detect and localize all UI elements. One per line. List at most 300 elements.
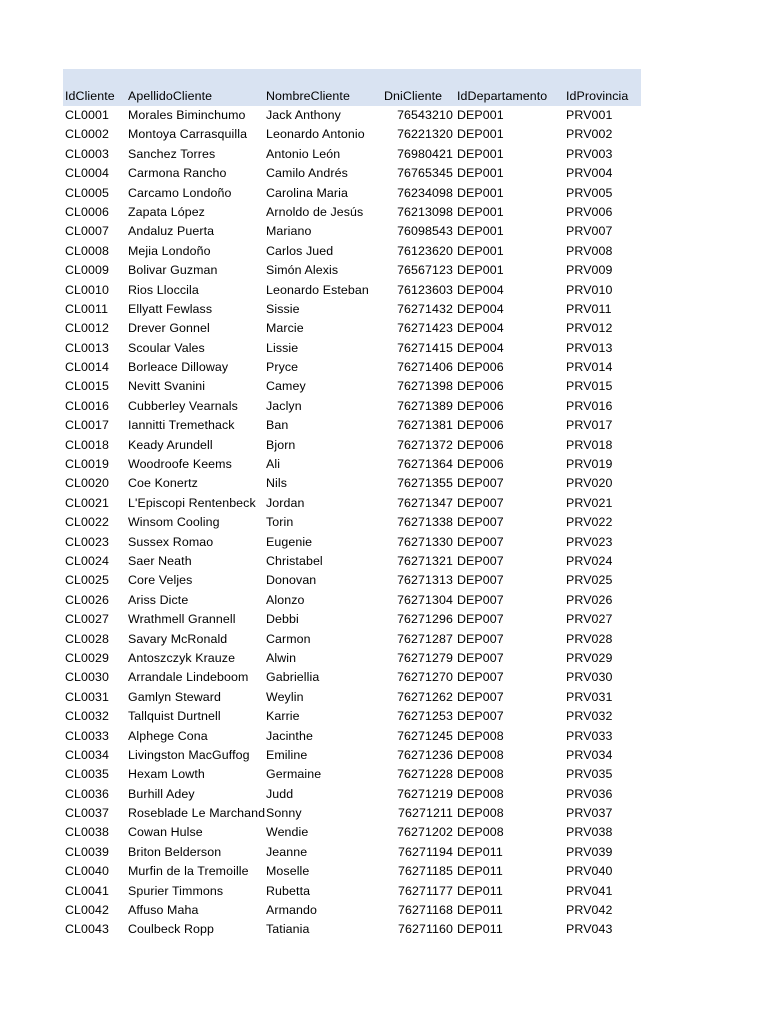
cell-idcliente: CL0040 [65,864,110,879]
cell-idprovincia: PRV027 [566,612,613,627]
cell-nombrecliente: Arnoldo de Jesús [266,204,364,219]
cell-apellidocliente: Coe Konertz [128,476,198,491]
cell-iddepartamento: DEP007 [457,670,504,685]
cell-idcliente: CL0030 [65,670,110,685]
cell-apellidocliente: Affuso Maha [128,903,199,918]
cell-nombrecliente: Simón Alexis [266,263,339,278]
table-row [63,823,641,842]
cell-iddepartamento: DEP001 [457,146,504,161]
cell-nombrecliente: Donovan [266,573,317,588]
cell-iddepartamento: DEP007 [457,592,504,607]
cell-idcliente: CL0007 [65,224,110,239]
cell-apellidocliente: Bolivar Guzman [128,263,218,278]
cell-apellidocliente: Alphege Cona [128,728,208,743]
cell-idprovincia: PRV002 [566,127,613,142]
cell-idcliente: CL0031 [65,689,110,704]
cell-nombrecliente: Torin [266,515,294,530]
table-row [63,649,641,668]
cell-dnicliente: 76234098 [397,185,453,200]
cell-nombrecliente: Debbi [266,612,299,627]
cell-idcliente: CL0004 [65,166,110,181]
cell-nombrecliente: Wendie [266,825,309,840]
cell-iddepartamento: DEP007 [457,709,504,724]
cell-apellidocliente: Sanchez Torres [128,146,216,161]
cell-idprovincia: PRV015 [566,379,613,394]
cell-nombrecliente: Antonio León [266,146,341,161]
cell-idcliente: CL0009 [65,263,110,278]
table-row [63,804,641,823]
cell-iddepartamento: DEP001 [457,127,504,142]
table-body [63,106,641,940]
cell-nombrecliente: Alonzo [266,592,305,607]
cell-idprovincia: PRV022 [566,515,613,530]
cell-nombrecliente: Leonardo Antonio [266,127,365,142]
cell-nombrecliente: Alwin [266,650,297,665]
cell-idprovincia: PRV040 [566,864,613,879]
cell-idcliente: CL0035 [65,767,110,782]
cell-iddepartamento: DEP006 [457,418,504,433]
cell-nombrecliente: Lissie [266,340,299,355]
cell-idprovincia: PRV013 [566,340,613,355]
cell-dnicliente: 76271270 [397,670,453,685]
cell-iddepartamento: DEP008 [457,767,504,782]
cell-idcliente: CL0028 [65,631,110,646]
table-row [63,106,641,125]
cell-idprovincia: PRV023 [566,534,613,549]
cell-dnicliente: 76271347 [397,495,453,510]
cell-dnicliente: 76123603 [397,282,453,297]
cell-nombrecliente: Karrie [266,709,300,724]
cell-idcliente: CL0002 [65,127,110,142]
header-idcliente: IdCliente [65,89,115,103]
cell-nombrecliente: Judd [266,786,294,801]
cell-apellidocliente: Core Veljes [128,573,193,588]
cell-idcliente: CL0033 [65,728,110,743]
table-row [63,339,641,358]
cell-iddepartamento: DEP006 [457,457,504,472]
cell-idprovincia: PRV011 [566,301,612,316]
cell-nombrecliente: Marcie [266,321,304,336]
cell-idcliente: CL0021 [65,495,110,510]
cell-iddepartamento: DEP008 [457,728,504,743]
table-row [63,862,641,881]
cell-dnicliente: 76271355 [397,476,453,491]
table-row [63,630,641,649]
table-row [63,610,641,629]
table-row [63,203,641,222]
cell-iddepartamento: DEP008 [457,786,504,801]
cell-dnicliente: 76765345 [397,166,453,181]
cell-idcliente: CL0041 [65,883,110,898]
table-row [63,591,641,610]
cell-idprovincia: PRV005 [566,185,613,200]
cell-apellidocliente: Woodroofe Keems [128,457,232,472]
cell-idprovincia: PRV038 [566,825,613,840]
cell-idprovincia: PRV014 [566,360,613,375]
cell-iddepartamento: DEP007 [457,476,504,491]
cell-nombrecliente: Carmon [266,631,311,646]
cell-apellidocliente: Spurier Timmons [128,883,224,898]
cell-nombrecliente: Mariano [266,224,312,239]
cell-dnicliente: 76271194 [397,844,453,859]
cell-iddepartamento: DEP001 [457,263,504,278]
cell-iddepartamento: DEP001 [457,166,504,181]
cell-apellidocliente: Murfin de la Tremoille [128,864,249,879]
cell-idcliente: CL0043 [65,922,110,937]
table-row [63,494,641,513]
cell-dnicliente: 76271313 [397,573,453,588]
cell-idprovincia: PRV024 [566,553,613,568]
table-row [63,242,641,261]
cell-iddepartamento: DEP007 [457,650,504,665]
cell-apellidocliente: Borleace Dilloway [128,360,229,375]
table-row [63,513,641,532]
cell-idprovincia: PRV019 [566,457,613,472]
cell-dnicliente: 76271287 [397,631,453,646]
table-row [63,261,641,280]
cell-dnicliente: 76980421 [397,146,453,161]
cell-iddepartamento: DEP001 [457,204,504,219]
cell-idcliente: CL0003 [65,146,110,161]
cell-nombrecliente: Emiline [266,747,308,762]
table-row [63,843,641,862]
table-row [63,571,641,590]
cell-iddepartamento: DEP007 [457,534,504,549]
cell-apellidocliente: Arrandale Lindeboom [128,670,249,685]
cell-idprovincia: PRV009 [566,263,613,278]
cell-apellidocliente: Rios Lloccila [128,282,199,297]
cell-iddepartamento: DEP004 [457,282,504,297]
cell-idprovincia: PRV003 [566,146,613,161]
cell-apellidocliente: Mejia Londoño [128,243,211,258]
cell-dnicliente: 76271321 [397,553,453,568]
cell-apellidocliente: Savary McRonald [128,631,228,646]
cell-idcliente: CL0014 [65,360,110,375]
cell-idprovincia: PRV020 [566,476,613,491]
cell-iddepartamento: DEP001 [457,243,504,258]
table-row [63,397,641,416]
cell-idcliente: CL0032 [65,709,110,724]
cell-dnicliente: 76271381 [397,418,453,433]
cell-dnicliente: 76221320 [397,127,453,142]
cell-iddepartamento: DEP007 [457,573,504,588]
cell-idprovincia: PRV041 [566,883,613,898]
table-header [63,69,641,106]
cell-idcliente: CL0012 [65,321,110,336]
cell-iddepartamento: DEP001 [457,224,504,239]
cell-apellidocliente: Carcamo Londoño [128,185,232,200]
cell-apellidocliente: Keady Arundell [128,437,213,452]
table-row [63,377,641,396]
table-row [63,533,641,552]
cell-idcliente: CL0024 [65,553,110,568]
cell-dnicliente: 76271296 [397,612,453,627]
cell-apellidocliente: Carmona Rancho [128,166,227,181]
cell-dnicliente: 76271279 [397,650,453,665]
cell-iddepartamento: DEP007 [457,495,504,510]
table-row [63,184,641,203]
cell-idcliente: CL0016 [65,398,110,413]
cell-apellidocliente: Cowan Hulse [128,825,203,840]
cell-dnicliente: 76271177 [397,883,453,898]
cell-nombrecliente: Ali [266,457,281,472]
cell-iddepartamento: DEP004 [457,301,504,316]
table-row [63,765,641,784]
table-row [63,688,641,707]
cell-apellidocliente: Coulbeck Ropp [128,922,215,937]
cell-apellidocliente: Roseblade Le Marchand [128,806,266,821]
cell-nombrecliente: Nils [266,476,288,491]
table-row [63,727,641,746]
cell-dnicliente: 76271304 [397,592,453,607]
cell-iddepartamento: DEP007 [457,631,504,646]
cell-apellidocliente: L'Episcopi Rentenbeck [128,495,256,510]
cell-iddepartamento: DEP007 [457,689,504,704]
cell-apellidocliente: Ellyatt Fewlass [128,301,213,316]
cell-idcliente: CL0019 [65,457,110,472]
cell-apellidocliente: Montoya Carrasquilla [128,127,248,142]
table-row [63,164,641,183]
cell-idcliente: CL0036 [65,786,110,801]
cell-apellidocliente: Ariss Dicte [128,592,189,607]
cell-apellidocliente: Tallquist Durtnell [128,709,221,724]
cell-apellidocliente: Burhill Adey [128,786,195,801]
cell-idprovincia: PRV012 [566,321,613,336]
cell-idprovincia: PRV025 [566,573,613,588]
cell-iddepartamento: DEP007 [457,515,504,530]
cell-iddepartamento: DEP011 [457,903,503,918]
cell-nombrecliente: Jacinthe [266,728,313,743]
cell-idprovincia: PRV030 [566,670,613,685]
cell-idprovincia: PRV035 [566,767,613,782]
cell-idcliente: CL0010 [65,282,110,297]
cell-nombrecliente: Germaine [266,767,322,782]
cell-apellidocliente: Briton Belderson [128,844,222,859]
cell-dnicliente: 76271185 [397,864,453,879]
cell-idcliente: CL0020 [65,476,110,491]
cell-iddepartamento: DEP007 [457,612,504,627]
cell-apellidocliente: Andaluz Puerta [128,224,215,239]
cell-idcliente: CL0005 [65,185,110,200]
cell-dnicliente: 76271160 [397,922,453,937]
cell-idprovincia: PRV008 [566,243,613,258]
cell-iddepartamento: DEP007 [457,553,504,568]
cell-idprovincia: PRV016 [566,398,613,413]
cell-dnicliente: 76271253 [397,709,453,724]
table-row [63,920,641,939]
cell-dnicliente: 76271236 [397,747,453,762]
header-apellidocliente: ApellidoCliente [128,89,213,103]
cell-iddepartamento: DEP006 [457,379,504,394]
cell-idcliente: CL0011 [65,301,109,316]
cell-idcliente: CL0025 [65,573,110,588]
cell-nombrecliente: Moselle [266,864,310,879]
table-row [63,474,641,493]
table-row [63,785,641,804]
cell-idprovincia: PRV028 [566,631,613,646]
cell-idprovincia: PRV039 [566,844,613,859]
cell-iddepartamento: DEP004 [457,321,504,336]
cell-iddepartamento: DEP006 [457,360,504,375]
cell-dnicliente: 76271432 [397,301,453,316]
cell-idprovincia: PRV033 [566,728,613,743]
table-row [63,300,641,319]
cell-dnicliente: 76213098 [397,204,453,219]
cell-apellidocliente: Livingston MacGuffog [128,747,250,762]
cell-idprovincia: PRV017 [566,418,613,433]
table-row [63,901,641,920]
table-row [63,668,641,687]
cell-apellidocliente: Winsom Cooling [128,515,220,530]
table-row [63,358,641,377]
cell-apellidocliente: Nevitt Svanini [128,379,206,394]
cell-idcliente: CL0001 [65,108,110,122]
header-dnicliente: DniCliente [384,89,443,103]
cell-nombrecliente: Rubetta [266,883,311,898]
cell-nombrecliente: Leonardo Esteban [266,282,369,297]
cell-dnicliente: 76271262 [397,689,453,704]
cell-idprovincia: PRV037 [566,806,613,821]
cell-dnicliente: 76271415 [397,340,453,355]
cell-iddepartamento: DEP008 [457,747,504,762]
cell-nombrecliente: Gabriellia [266,670,320,685]
cell-apellidocliente: Morales Biminchumo [128,108,246,122]
cell-nombrecliente: Camey [266,379,306,394]
cell-dnicliente: 76271372 [397,437,453,452]
cell-apellidocliente: Saer Neath [128,553,192,568]
table-row [63,455,641,474]
cell-idcliente: CL0006 [65,204,110,219]
cell-idprovincia: PRV001 [566,108,613,122]
cell-idprovincia: PRV034 [566,747,613,762]
cell-dnicliente: 76123620 [397,243,453,258]
cell-iddepartamento: DEP001 [457,108,504,122]
cell-idcliente: CL0038 [65,825,110,840]
cell-nombrecliente: Weylin [266,689,304,704]
cell-idcliente: CL0026 [65,592,110,607]
cell-apellidocliente: Sussex Romao [128,534,214,549]
cell-nombrecliente: Sissie [266,301,300,316]
cell-idcliente: CL0029 [65,650,110,665]
cell-idprovincia: PRV031 [566,689,613,704]
cell-dnicliente: 76271211 [397,806,453,821]
table-row [63,746,641,765]
cell-nombrecliente: Carlos Jued [266,243,334,258]
table-row [63,416,641,435]
cell-idcliente: CL0008 [65,243,110,258]
cell-iddepartamento: DEP004 [457,340,504,355]
cell-idprovincia: PRV007 [566,224,613,239]
cell-apellidocliente: Zapata López [128,204,205,219]
cell-idcliente: CL0015 [65,379,110,394]
cell-nombrecliente: Tatiania [266,922,310,937]
cell-dnicliente: 76271168 [397,903,453,918]
cell-dnicliente: 76271423 [397,321,453,336]
cell-dnicliente: 76271228 [397,767,453,782]
cell-idprovincia: PRV026 [566,592,613,607]
cell-iddepartamento: DEP011 [457,883,503,898]
cell-idcliente: CL0027 [65,612,110,627]
cell-idprovincia: PRV010 [566,282,613,297]
cell-apellidocliente: Iannitti Tremethack [128,418,235,433]
cell-dnicliente: 76271245 [397,728,453,743]
cell-dnicliente: 76271406 [397,360,453,375]
header-idprovincia: IdProvincia [566,89,629,103]
table-row [63,145,641,164]
cell-iddepartamento: DEP006 [457,437,504,452]
table-row [63,281,641,300]
cell-nombrecliente: Jeanne [266,844,308,859]
cell-iddepartamento: DEP001 [457,185,504,200]
table-row [63,125,641,144]
cell-idcliente: CL0037 [65,806,110,821]
cell-dnicliente: 76271364 [397,457,453,472]
cell-nombrecliente: Ban [266,418,289,433]
cell-dnicliente: 76271389 [397,398,453,413]
table-row [63,222,641,241]
cell-iddepartamento: DEP008 [457,825,504,840]
cell-nombrecliente: Jack Anthony [266,108,341,122]
cell-idcliente: CL0013 [65,340,110,355]
cell-iddepartamento: DEP011 [457,922,503,937]
cell-idprovincia: PRV029 [566,650,613,665]
header-nombrecliente: NombreCliente [266,89,350,103]
cell-nombrecliente: Armando [266,903,317,918]
cell-idprovincia: PRV032 [566,709,613,724]
cell-nombrecliente: Pryce [266,360,299,375]
table-row [63,882,641,901]
cell-idprovincia: PRV036 [566,786,613,801]
cell-idprovincia: PRV021 [566,495,613,510]
cell-nombrecliente: Sonny [266,806,302,821]
cell-nombrecliente: Jordan [266,495,305,510]
table-row [63,436,641,455]
cell-apellidocliente: Cubberley Vearnals [128,398,238,413]
cell-dnicliente: 76271219 [397,786,453,801]
cell-iddepartamento: DEP011 [457,864,503,879]
cell-nombrecliente: Carolina Maria [266,185,348,200]
cell-apellidocliente: Drever Gonnel [128,321,210,336]
cell-dnicliente: 76271398 [397,379,453,394]
cell-idprovincia: PRV018 [566,437,613,452]
cell-idcliente: CL0034 [65,747,110,762]
cell-dnicliente: 76098543 [397,224,453,239]
cell-idprovincia: PRV004 [566,166,613,181]
cell-iddepartamento: DEP011 [457,844,503,859]
cell-nombrecliente: Camilo Andrés [266,166,348,181]
cell-apellidocliente: Wrathmell Grannell [128,612,236,627]
cell-nombrecliente: Bjorn [266,437,296,452]
cell-dnicliente: 76567123 [397,263,453,278]
cell-idprovincia: PRV043 [566,922,613,937]
cell-iddepartamento: DEP006 [457,398,504,413]
cell-apellidocliente: Antoszczyk Krauze [128,650,236,665]
cell-idprovincia: PRV042 [566,903,613,918]
cell-idprovincia: PRV006 [566,204,613,219]
cell-dnicliente: 76271338 [397,515,453,530]
cell-apellidocliente: Gamlyn Steward [128,689,221,704]
cell-nombrecliente: Christabel [266,553,323,568]
cell-apellidocliente: Scoular Vales [128,340,205,355]
cell-idcliente: CL0022 [65,515,110,530]
cell-iddepartamento: DEP008 [457,806,504,821]
table-row [63,707,641,726]
cell-idcliente: CL0018 [65,437,110,452]
header-iddepartamento: IdDepartamento [457,89,548,103]
cell-apellidocliente: Hexam Lowth [128,767,205,782]
cell-idcliente: CL0017 [65,418,110,433]
cell-dnicliente: 76271330 [397,534,453,549]
